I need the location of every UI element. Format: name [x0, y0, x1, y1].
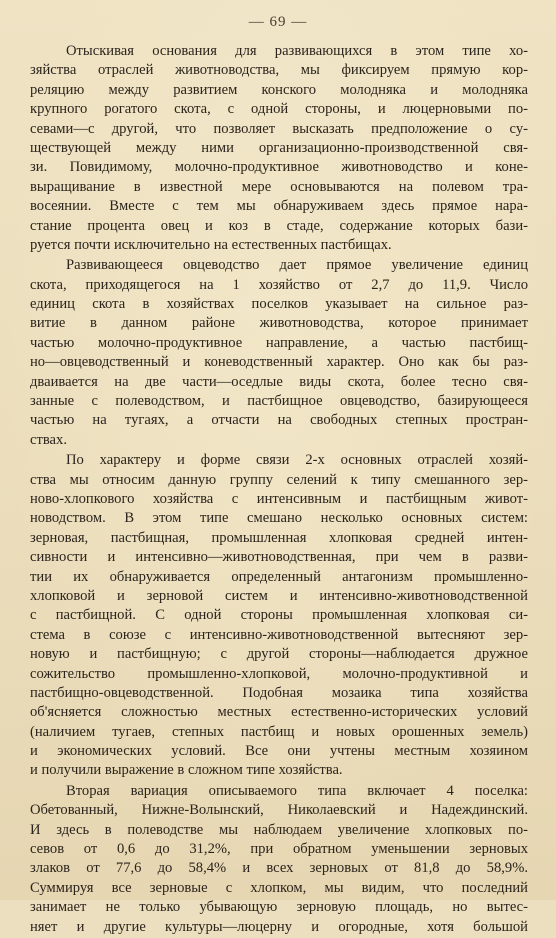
text-line: тии их обнаруживается определенный антагонизм промышленно-	[30, 568, 528, 585]
text-line: новую и пастбищную; с другой стороны—наблюдается дружное	[30, 646, 528, 663]
text-line: По характеру и форме связи 2-х основных отраслей хозяй-	[66, 452, 528, 469]
text-line: ствах.	[30, 431, 67, 448]
text-line: ства мы относим данную группу селений к типу смешанного зер-	[30, 471, 528, 488]
text-line: руется почти исключительно на естественных пастбищах.	[30, 236, 392, 253]
text-line: и получили выражение в сложном типе хозяйства.	[30, 762, 343, 779]
text-line: севами—с другой, что позволяет высказать предположение о су-	[30, 120, 528, 137]
paragraph-4	[30, 782, 528, 937]
text-line: няет и другие культуры—люцерну и огородные, хотя большой	[30, 918, 528, 935]
text-line: ново-хлопкового хозяйства с интенсивным и пастбищным живот-	[30, 490, 528, 507]
text-line: зи. Повидимому, молочно-продуктивное животноводство и коне-	[30, 159, 528, 176]
text-line: ществующей между ними организационно-производственной свя-	[30, 139, 528, 156]
text-line: скота, приходящегося на 1 хозяйство от 2,7 до 11,9. Число	[30, 276, 528, 293]
text-line: стема в союзе с интенсивно-животноводственной вытесняют зер-	[30, 626, 528, 643]
text-line: сожительство промышленно-хлопковой, молочно-продуктивной и	[30, 665, 528, 682]
text-line: И здесь в полеводстве мы наблюдаем увеличение хлопковых по-	[30, 821, 528, 838]
text-line: крупного рогатого скота, с одной стороны, и люцерновыми по-	[30, 101, 528, 118]
text-line: витие в данном районе животноводства, которое принимает	[30, 315, 528, 332]
paragraph-1	[30, 42, 528, 255]
text-line: об'ясняется сложностью местных естественно-исторических условий	[30, 704, 528, 721]
text-line: Обетованный, Нижне-Волынский, Николаевский и Надеждинский.	[30, 802, 528, 819]
text-line: единиц скота в хозяйствах поселков указывает на сильное раз-	[30, 296, 528, 313]
text-line: новодством. В этом типе смешано несколько основных систем:	[30, 510, 528, 527]
text-line: и экономических условий. Все они учтены местным хозяином	[30, 743, 528, 760]
page-number: — 69 —	[248, 14, 308, 30]
text-line: злаков от 77,6 до 58,4% и всех зерновых от 81,8 до 58,9%.	[30, 860, 528, 877]
paragraph-3	[30, 451, 528, 781]
text-line: но—овцеводственный и коневодственный характер. Оно как бы раз-	[30, 354, 528, 371]
text-line: частью на тугаях, а отчасти на свободных степных простран-	[30, 412, 528, 429]
text-line: Суммируя все зерновые с хлопком, мы видим, что последний	[30, 879, 528, 896]
text-line: пастбищно-овцеводственной. Подобная мозаика типа хозяйства	[30, 684, 528, 701]
text-line: с пастбищной. С одной стороны промышленная хлопковая си-	[30, 607, 528, 624]
text-line: частью молочно-продуктивное направление, а частью пастбищ-	[30, 334, 528, 351]
text-line: Вторая вариация описываемого типа включает 4 поселка:	[66, 782, 528, 799]
text-line: Развивающееся овцеводство дает прямое увеличение единиц	[66, 257, 528, 274]
text-line: зяйства отраслей животноводства, мы фиксируем прямую кор-	[30, 62, 528, 79]
text-line: выращивание в известной мере основываются на полевом тра-	[30, 178, 528, 195]
text-line: зерновая, пастбищная, промышленная хлопковая средней интен-	[30, 529, 528, 546]
text-line: стание процента овец и коз в стаде, содержание которых бази-	[30, 217, 528, 234]
page-body	[30, 42, 528, 938]
text-line: занные с полеводством, и пастбищное овцеводство, базирующееся	[30, 393, 528, 410]
text-line: хлопковой и зерновой систем и интенсивно-животноводственной	[30, 587, 528, 604]
text-line: занимает не только убывающую зерновую площадь, но вытес-	[30, 899, 528, 916]
text-line: реляцию между развитием конского молодняка и молодняка	[30, 81, 528, 98]
text-line: сивности и интенсивно—животноводственная, при чем в разви-	[30, 549, 528, 566]
text-line: Отыскивая основания для развивающихся в этом типе хо-	[66, 43, 528, 59]
paragraph-2	[30, 256, 528, 450]
text-line: севов от 0,6 до 31,2%, при обратном уменьшении зерновых	[30, 841, 528, 858]
text-line: (наличием тугаев, степных пастбищ и новых орошенных земель)	[30, 723, 528, 740]
text-line: восеянии. Вместе с тем мы обнаруживаем здесь прямое нара-	[30, 198, 528, 215]
text-line: дваивается на две части—оседлые виды скота, более тесно свя-	[30, 373, 528, 390]
